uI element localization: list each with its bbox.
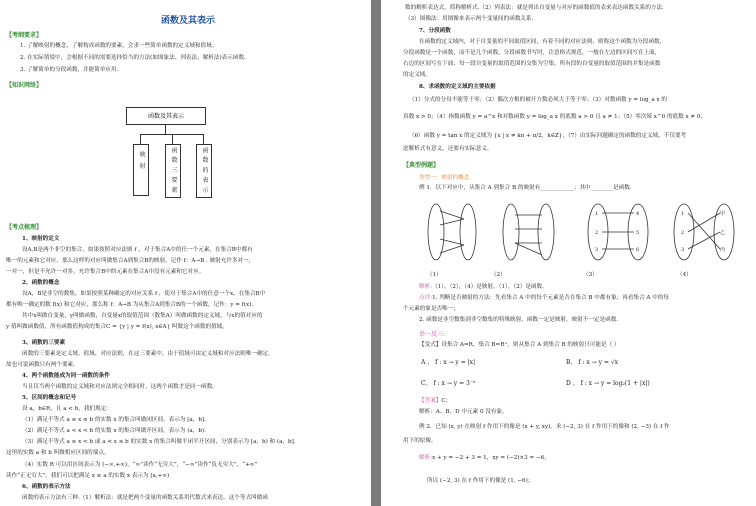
solution-label: 解析: — [419, 284, 433, 290]
body-line: 读作“正无穷大”。我们可以把满足 x ≥ a 的实数 x 表示为 [a,+∞) — [6, 473, 170, 479]
figure-label: （3） — [583, 272, 598, 278]
diagram-connector — [165, 124, 166, 134]
diagram-mapping-label: 映 射 — [138, 151, 145, 171]
answer-label: 【答案】 — [419, 398, 442, 404]
body-line: （1）分式的分母不能等于零；（2）偶次方根的被开方数必须大于等于零；（3）对数函数 y = log_a x 的 — [409, 97, 667, 103]
body-line: 在函数的定义域内，对于自变量的不同取值区间，有着不同的对应法则，则称这个函数为分段函数， — [419, 39, 666, 45]
body-line: （1）满足不等式 a ≤ x ≤ b 的实数 x 的集合叫做闭区间，表示为 [a，b]. — [22, 417, 206, 423]
set-element: 乙 — [720, 230, 726, 236]
section-heading: 8、求函数的定义域的主要依据 — [419, 84, 496, 90]
body-line: 当且仅当两个函数的定义域和对应法则完全相同时，这两个函数才是同一函数。 — [22, 384, 218, 390]
example-1: 例 1．以下对应中，从集合 A 到集合 B 的映射有____________；其中________是函数． — [419, 185, 636, 191]
body-line: 故也可说函数只有两个要素。 — [6, 362, 79, 368]
right-page — [381, 0, 756, 506]
diagram-top-label: 函数及其表示 — [147, 113, 184, 120]
body-line: 真数 x > 0；（4）指数函数 y = a^x 和对数函数 y = log_a x 的底数 a > 0 且 a ≠ 1；（5）零次幂 x^0 的底数 x ≠ 0； — [403, 114, 707, 120]
examples-header: 【典型例题】 — [403, 162, 440, 169]
points-header: 【考点梳理】 — [6, 224, 43, 231]
figure-label: （4） — [677, 272, 692, 278]
diagram-top-box — [126, 107, 206, 125]
body-line: 数的解析表达式，简称解析式.（2）列表法：就是列出自变量与对应的函数值的表来表达函数关系的方法. — [405, 5, 664, 11]
body-line: （4）实数 R 可以用区间表示为 (−∞,+∞)，“∞”读作“无穷大”，“−∞”读作“负无穷大”，“+∞” — [22, 462, 258, 468]
variant-question: 【变式】设集合 A=R，集合 B=R⁺，则从集合 A 到集合 B 的映射只可能是（ ） — [419, 342, 620, 348]
section-heading: 3、函数的三要素 — [22, 340, 66, 346]
solution-label: 解析: — [419, 455, 433, 461]
body-line: （3）满足不等式 a ≤ x < b 或 a < x ≤ b 的实数 x 的集合叫做半闭半开区间，分别表示为 [a，b) 和 (a，b]. — [22, 439, 296, 445]
figure-label: （2） — [491, 272, 506, 278]
example-2-cont: 用下的原像。 — [403, 438, 437, 444]
diagram-connector — [140, 134, 141, 144]
section-heading: 4、两个函数能成为同一函数的条件 — [22, 373, 110, 379]
answer-line — [419, 398, 451, 405]
set-element: 3 — [595, 247, 599, 253]
diagram-elements-label: 函 数 三 要 素 — [170, 147, 177, 194]
figure-2 — [503, 204, 554, 260]
mapping-figures — [426, 197, 756, 267]
set-element: 3 — [681, 247, 685, 253]
body-line: （2）满足不等式 a < x < b 的实数 x 的集合叫做开区间，表示为 (a，b). — [22, 428, 206, 434]
set-element: 丙 — [720, 247, 726, 253]
figure-1 — [428, 204, 476, 260]
goal-header: 【考纲要求】 — [6, 32, 43, 39]
network-header: 【知识网络】 — [6, 82, 43, 89]
tip-label: 点评: — [419, 295, 433, 301]
tip-line — [419, 295, 669, 302]
set-element: 4 — [636, 211, 640, 217]
body-line: 都有唯一确定的数 f(x) 和它对应，那么称 f：A→B 为从集合A到集合B的一个函数，记作：y = f(x). — [6, 302, 254, 308]
set-element: 6 — [636, 247, 640, 253]
diagram-elements-box — [165, 144, 181, 198]
goal-line: 1. 了解映射的概念，了解构成函数的要素，会求一些简单函数的定义域和值域； — [20, 43, 218, 49]
solution-line — [419, 284, 548, 291]
solution-text: x + y = −2 + 3 = 1，xy = (−2)×3 = −6， — [432, 455, 550, 461]
body-line: y 值叫做函数值，所有函数值构成的集合C = {y | y = f(x), x∈A} 叫做这个函数的值域。 — [6, 324, 228, 330]
tip-line: 个元素的象是否唯一； — [403, 306, 459, 312]
section-heading: 6、函数的表示方法 — [22, 484, 71, 490]
body-line: 的定义域。 — [403, 72, 431, 78]
set-element: 2 — [595, 230, 599, 236]
body-line: 右边的区间写在下面；每一段自变量的取值范围的交集为空集，所有段的自变量的取值范围的并集是函数 — [403, 61, 661, 67]
body-line: 设A,B是两个非空的集合，如果按照对应法则 f ，对于集合A中的任一个元素，在集合B中都有 — [22, 247, 253, 253]
body-line: 分段函数是一个函数，而不是几个函数，分段函数书写时，注意格式规范，一般在左边的区间写在上面， — [403, 50, 661, 56]
goal-line: 3. 了解简单的分段函数，并能简单应用. — [20, 67, 119, 73]
section-heading: 2、函数的概念 — [22, 280, 60, 286]
diagram-connector — [203, 134, 204, 144]
diagram-representation-label: 函 数 的 表 示 — [201, 147, 208, 194]
extend-label: 举一反三: — [419, 331, 446, 338]
type-heading: 类型一：映射的概念 — [419, 175, 470, 181]
set-element: 5 — [636, 230, 640, 236]
body-line: 函数的三要素是定义域、值域、对应法则，在这三要素中，由于值域可由定义域和对应法则唯一确定， — [22, 351, 274, 357]
body-line: 设A，B是非空的数集，如果按照某种确定的对应关系 f ，使对于集合A中的任意一个x，在集合B中 — [22, 291, 266, 297]
page-title: 函数及其表示 — [161, 16, 216, 26]
body-line: 虑解析式有意义，还要有实际意义。 — [403, 146, 493, 152]
solution-line — [419, 455, 550, 462]
body-line: （6）函数 y = tan x 的定义域为 {x | x ≠ kπ + π/2，k∈Z}；（7）由实际问题确定的函数的定义域，不仅要考 — [409, 133, 687, 139]
figure-label: （1） — [427, 272, 442, 278]
diagram-mapping-box — [133, 144, 149, 196]
solution-text: （1），（2），（4）是映射，（1），（2）是函数． — [432, 284, 548, 290]
answer-solution: 解析：A、B、D 中元素 0 没有象。 — [419, 409, 508, 415]
body-line: 唯一的元素和它对应，那么这样的对应叫做集合A到集合B的映射，记作 f：A→B . 映射允许多对一， — [6, 258, 255, 264]
diagram-representation-box — [196, 144, 212, 198]
example-2: 例 2．已知 (x, y) 在映射 f 作用下的像是 (x + y, xy)，求 (−2, 3) 在 f 作用下的像和 (2, −3) 在 f 作 — [419, 424, 670, 430]
answer-text: C； — [441, 398, 452, 404]
body-line: （3）图像法：用图像来表示两个变量间的函数关系. — [405, 16, 534, 22]
option-d: D 、 f : x → y = log₂(1 + |x|) — [566, 380, 650, 387]
goal-line: 2. 在实际情境中，会根据不同的需要选择恰当的方法(如图象法、列表法、解析法)表示函数. — [20, 55, 246, 61]
option-a: A 、 f : x → y = |x| — [421, 359, 476, 366]
solution-line: 所以 (−2, 3) 在 f 作用下的像是 (1, −6)； — [427, 478, 534, 484]
set-element: 1 — [681, 211, 685, 217]
body-line: 其中x叫做自变量，y叫做函数，自变量x的取值范围（数集A）叫做函数的定义域，与x的值对应的 — [22, 313, 263, 319]
section-heading: 7、分段函数 — [419, 28, 451, 34]
body-line: 一对一，但是不允许一对多，允许集合B中的元素在集合A中没有元素和它对应。 — [6, 269, 205, 275]
option-b: B、 f : x → y = √x — [566, 359, 619, 366]
section-heading: 5、区间的概念和记号 — [22, 395, 77, 401]
body-line: 这里的实数 a 和 b 叫做相应区间的端点。 — [6, 450, 110, 456]
section-heading: 1、映射的定义 — [22, 236, 60, 242]
body-line: 设 a，b∈R，且 a < b，我们规定： — [22, 406, 112, 412]
option-c: C、 f : x → y = 3⁻ˣ — [421, 380, 476, 387]
tip-text: 1. 判断是否映射的方法：先看集合 A 中的每个元素是否在集合 B 中都有象；再看集合 A 中的每 — [432, 295, 670, 301]
left-page — [0, 0, 371, 506]
set-element: 1 — [595, 211, 599, 217]
set-element: 2 — [681, 230, 685, 236]
diagram-connector — [172, 134, 173, 144]
tip-line: 2. 函数是非空数集到非空数集的特殊映射，函数一定是映射，映射不一定是函数. — [419, 317, 619, 323]
body-line: 函数的表示方法有三种.（1）解析法：就是把两个变量的函数关系用代数式来表达，这个等式叫做函 — [22, 495, 268, 501]
set-element: 甲 — [720, 211, 726, 217]
